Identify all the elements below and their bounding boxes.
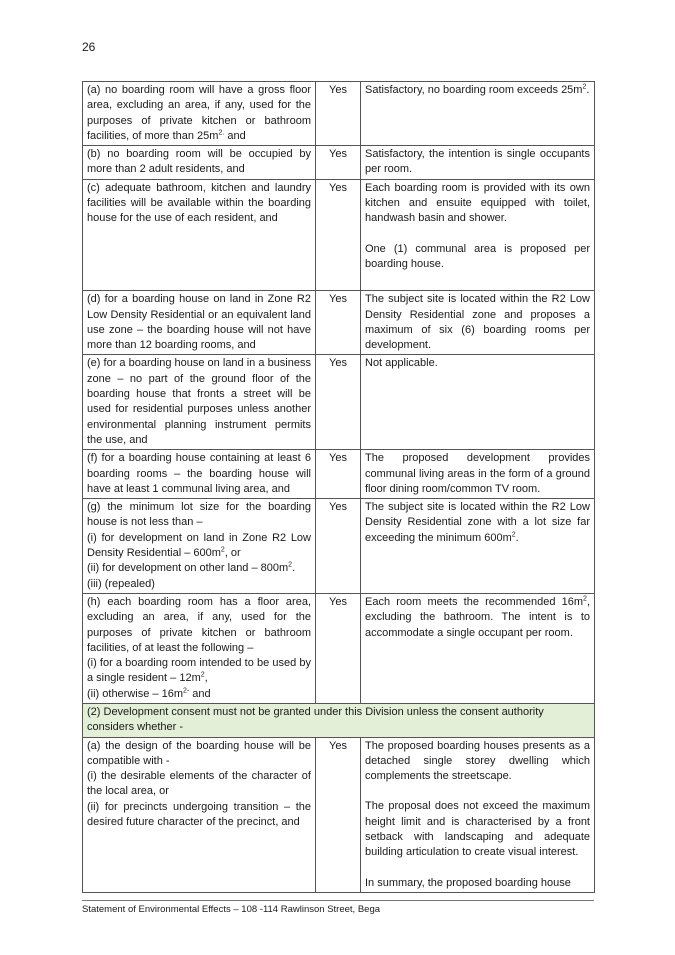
table-row xyxy=(83,291,595,355)
superscript: 2 xyxy=(582,83,587,91)
text-run: (ii) for precincts undergoing transition – the desired future character of the precinct, and xyxy=(87,800,311,829)
text-run: Satisfactory, no boarding room exceeds 25m xyxy=(365,84,583,96)
criterion-cell xyxy=(83,499,316,594)
text-run: , or xyxy=(224,547,241,560)
text-run: (h) each boarding room has a floor area, excluding an area, if any, used for the purposes of private kitchen or bathroom facilities, of at least the following – xyxy=(87,595,311,654)
paragraph-gap xyxy=(365,861,590,876)
paragraph-gap xyxy=(365,784,590,799)
text-run: and xyxy=(189,687,211,700)
text-run: (b) no boarding room will be occupied by more than 2 adult residents, and xyxy=(87,148,311,176)
comment-paragraph: In summary, the proposed boarding house xyxy=(365,876,571,889)
paragraph-gap xyxy=(365,227,590,242)
text-run: (iii) (repealed) xyxy=(87,577,155,590)
text-run: (e) for a boarding house on land in a business zone – no part of the ground floor of the boarding house that fronts a street will be used for residential purposes unless another environmental planning instrument permits the use, and xyxy=(87,357,311,446)
text-run: (g) the minimum lot size for the boarding house is not less than – xyxy=(87,501,311,529)
comment-cell xyxy=(361,146,595,180)
text-run: , xyxy=(204,672,208,685)
table-row xyxy=(83,593,595,703)
criterion-cell xyxy=(83,450,316,499)
text-run: and xyxy=(224,129,246,142)
comment-cell xyxy=(361,179,595,290)
page-number: 26 xyxy=(82,40,96,54)
text-run: . xyxy=(515,531,519,544)
text-run: (c) adequate bathroom, kitchen and laundry facilities will be available within the boarding house for the use of each resident, and xyxy=(87,181,311,225)
text-run: (i) for a boarding room intended to be used by a single resident – 12m xyxy=(87,657,311,685)
superscript: 2. xyxy=(218,129,225,137)
criterion-line xyxy=(87,687,311,702)
table-row xyxy=(83,146,595,180)
comment-cell xyxy=(361,499,595,594)
response-cell: Yes xyxy=(316,593,361,703)
comment-cell xyxy=(361,355,595,450)
text-run: (ii) for development on other land – 800m xyxy=(87,562,289,575)
criterion-cell xyxy=(83,737,316,892)
comment-cell xyxy=(361,737,595,892)
comment-paragraph: The proposal does not exceed the maximum height limit and is characterised by a front setback with landscaping and adequate building articulation to create visual interest. xyxy=(365,800,590,859)
table-row xyxy=(83,355,595,450)
superscript: 2 xyxy=(220,546,225,554)
response-cell: Yes xyxy=(316,291,361,355)
criterion-cell xyxy=(83,355,316,450)
criterion-line xyxy=(87,800,311,831)
criterion-line xyxy=(87,531,311,562)
footer-text: Statement of Environmental Effects – 108 -114 Rawlinson Street, Bega xyxy=(82,904,381,915)
text-run: The proposed development provides communal living areas in the form of a ground floor dining room/common TV room. xyxy=(365,452,590,495)
section-banner: (2) Development consent must not be granted under this Division unless the consent authority considers whether - xyxy=(83,703,595,737)
response-cell: Yes xyxy=(316,737,361,892)
text-run: Each room meets the recommended 16m xyxy=(365,595,584,608)
comment-paragraph: Each boarding room is provided with its own kitchen and ensuite equipped with toilet, handwash basin and shower. xyxy=(365,181,590,225)
comment-paragraph: One (1) communal area is proposed per boarding house. xyxy=(365,242,590,270)
superscript: 2 xyxy=(200,671,205,679)
text-run: (ii) otherwise – 16m xyxy=(87,687,183,700)
criterion-line xyxy=(87,769,311,800)
response-cell: Yes xyxy=(316,146,361,180)
text-run: (f) for a boarding house containing at least 6 boarding rooms – the boarding house will have at least 1 communal living area, and xyxy=(87,452,311,495)
response-cell: Yes xyxy=(316,179,361,290)
table-row xyxy=(83,179,595,290)
comment-cell xyxy=(361,291,595,355)
text-run: Not applicable. xyxy=(365,357,438,370)
response-cell: Yes xyxy=(316,355,361,450)
text-run: . xyxy=(586,84,590,96)
text-run: The subject site is located within the R2 Low Density Residential zone and proposes a maximum of six (6) boarding rooms per development. xyxy=(365,293,590,352)
text-run: Satisfactory, the intention is single occupants per room. xyxy=(365,148,590,176)
criterion-line xyxy=(87,595,311,656)
criterion-line xyxy=(87,561,311,576)
superscript: 2 xyxy=(288,561,293,569)
footer-divider xyxy=(82,900,594,901)
comment-cell xyxy=(361,82,595,146)
comment-paragraph: The proposed boarding houses presents as a detached single storey dwelling which complements the streetscape. xyxy=(365,739,590,783)
table-row xyxy=(83,499,595,594)
response-cell: Yes xyxy=(316,499,361,594)
text-run: The subject site is located within the R2 Low Density Residential zone with a lot size far exceeding the minimum 600m xyxy=(365,501,590,544)
text-run: (i) for development on land in Zone R2 Low Density Residential – 600m xyxy=(87,531,311,560)
text-run: (i) the desirable elements of the character of the local area, or xyxy=(87,770,311,798)
text-run: (a) the design of the boarding house will be compatible with - xyxy=(87,739,311,767)
criterion-cell xyxy=(83,146,316,180)
section-banner-row xyxy=(83,703,595,737)
criterion-cell xyxy=(83,291,316,355)
criterion-cell xyxy=(83,179,316,290)
comment-cell xyxy=(361,593,595,703)
response-cell: Yes xyxy=(316,82,361,146)
text-run: . xyxy=(292,562,296,575)
criterion-line xyxy=(87,500,311,531)
criterion-line xyxy=(87,656,311,687)
text-run: (d) for a boarding house on land in Zone R2 Low Density Residential or an equivalent land use zone – the boarding house will not have more than 12 boarding rooms, and xyxy=(87,293,311,352)
text-run: , excluding the bathroom. The intent is to accommodate a single occupant per room. xyxy=(365,595,590,639)
criterion-cell xyxy=(83,593,316,703)
response-cell: Yes xyxy=(316,450,361,499)
table-row xyxy=(83,737,595,892)
compliance-table xyxy=(82,81,595,893)
superscript: 2- xyxy=(182,687,190,695)
criterion-cell xyxy=(83,82,316,146)
comment-cell xyxy=(361,450,595,499)
superscript: 2 xyxy=(583,595,587,603)
criterion-line xyxy=(87,739,311,770)
text-run: (a) no boarding room will have a gross floor area, excluding an area, if any, used for the purposes of private kitchen or bathroom facilities, of more than 25m xyxy=(87,84,311,142)
superscript: 2 xyxy=(511,531,516,539)
table-row xyxy=(83,82,595,146)
criterion-line xyxy=(87,577,311,592)
table-row xyxy=(83,450,595,499)
